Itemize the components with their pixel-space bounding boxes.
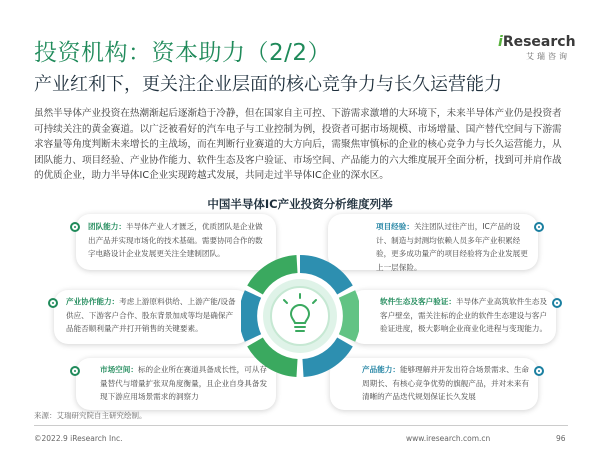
intro-paragraph: 虽然半导体产业投资在热潮渐起后逐渐趋于冷静，但在国家自主可控、下游需求激增的大环境下，未来半导体产业仍是投资者可持续关注的黄金赛道。以广泛被看好的汽车电子与工业控制为例，投资者可据市场规模、市场增量、国产替代空间与下游需求容量等角度判断未来增长的主战场，而在判断行业赛道的大方向后，需聚焦审慎标的企业的核心竞争力与长久运营能力，从团队能力、项目经验、产业协作能力、软件生态及客户验证、市场空间、产品能力的六大维度展开全面分析，找到可并肩作战的优质企业，助力半导体IC企业实现跨越式发展，共同走过半导体IC企业的深水区。 — [34, 108, 562, 181]
dimension-ecosystem-text: 半导体产业高筑软件生态及客户壁垒，需关注标的企业的软件生态建设与客户验证进度，极大影响企业商业化进程与变现能力。 — [380, 297, 548, 333]
copyright: ©2022.9 iResearch Inc. — [34, 434, 123, 443]
page-subtitle: 产业红利下，更关注企业层面的核心竞争力与长久运营能力 — [34, 74, 502, 95]
market-icon — [70, 366, 80, 376]
website-link[interactable]: www.iresearch.com.cn — [406, 434, 491, 443]
dimension-project-text: 关注团队过往产出，IC产品的设计、制造与封测均依赖人员多年产业积累经验，更多成功量产的项目经验将为企业发展更上一层保险。 — [376, 222, 528, 272]
dimension-product-capability — [330, 358, 538, 410]
footer-divider — [34, 425, 568, 426]
product-icon — [534, 366, 544, 376]
logo-tagline: 艾瑞咨询 — [526, 52, 570, 61]
dimension-product-label: 产品能力： — [362, 365, 400, 374]
dimension-market-label: 市场空间： — [100, 365, 138, 374]
dimension-team-text: 半导体产业人才匮乏，优质团队是企业做出产品并实现市场化的技术基础。需要协同合作的数字电路设计企业发展更关注全建制团队。 — [88, 222, 263, 258]
center-ring-graphic — [241, 228, 359, 404]
dimension-collaboration-text: 考虑上游原料供给、上游产能/设备供应、下游客户合作、股东背景加成等均是确保产品能否顺利量产并打开销售的关键要素。 — [66, 297, 236, 333]
page-number: 96 — [556, 434, 566, 443]
dimension-team-label: 团队能力： — [88, 222, 126, 231]
ecosystem-icon — [552, 298, 562, 308]
ring-segment-collaboration — [248, 294, 253, 338]
dimension-software-ecosystem — [350, 290, 556, 344]
source-note: 来源：艾瑞研究院自主研究绘制。 — [34, 411, 147, 420]
iresearch-logo — [498, 34, 576, 68]
dimension-project-label: 项目经验： — [376, 222, 414, 231]
dimension-project-experience — [328, 214, 538, 270]
collaboration-icon — [48, 298, 58, 308]
dimension-market-text: 标的企业所在赛道具备成长性，可从存量替代与增量扩张双角度衡量，且企业自身具备发现下游应用场景需求的洞察力 — [100, 365, 268, 401]
project-icon — [534, 222, 544, 232]
dimension-industry-collaboration — [54, 290, 250, 344]
logo-wordmark: iResearch — [498, 34, 576, 50]
team-icon — [70, 222, 80, 232]
dimension-ecosystem-label: 软件生态及客户验证： — [380, 297, 456, 306]
dimension-product-text: 能够理解并开发出符合场景需求、生命周期长、有核心竞争优势的旗舰产品，并对未来有清晰的产品迭代规划保证长久发展 — [362, 365, 530, 401]
dimension-collaboration-label: 产业协作能力： — [66, 297, 120, 306]
chart-title: 中国半导体IC产业投资分析维度列举 — [207, 197, 393, 211]
ring-segment-ecosystem — [347, 294, 352, 338]
page-title: 投资机构：资本助力（2/2） — [34, 40, 332, 66]
